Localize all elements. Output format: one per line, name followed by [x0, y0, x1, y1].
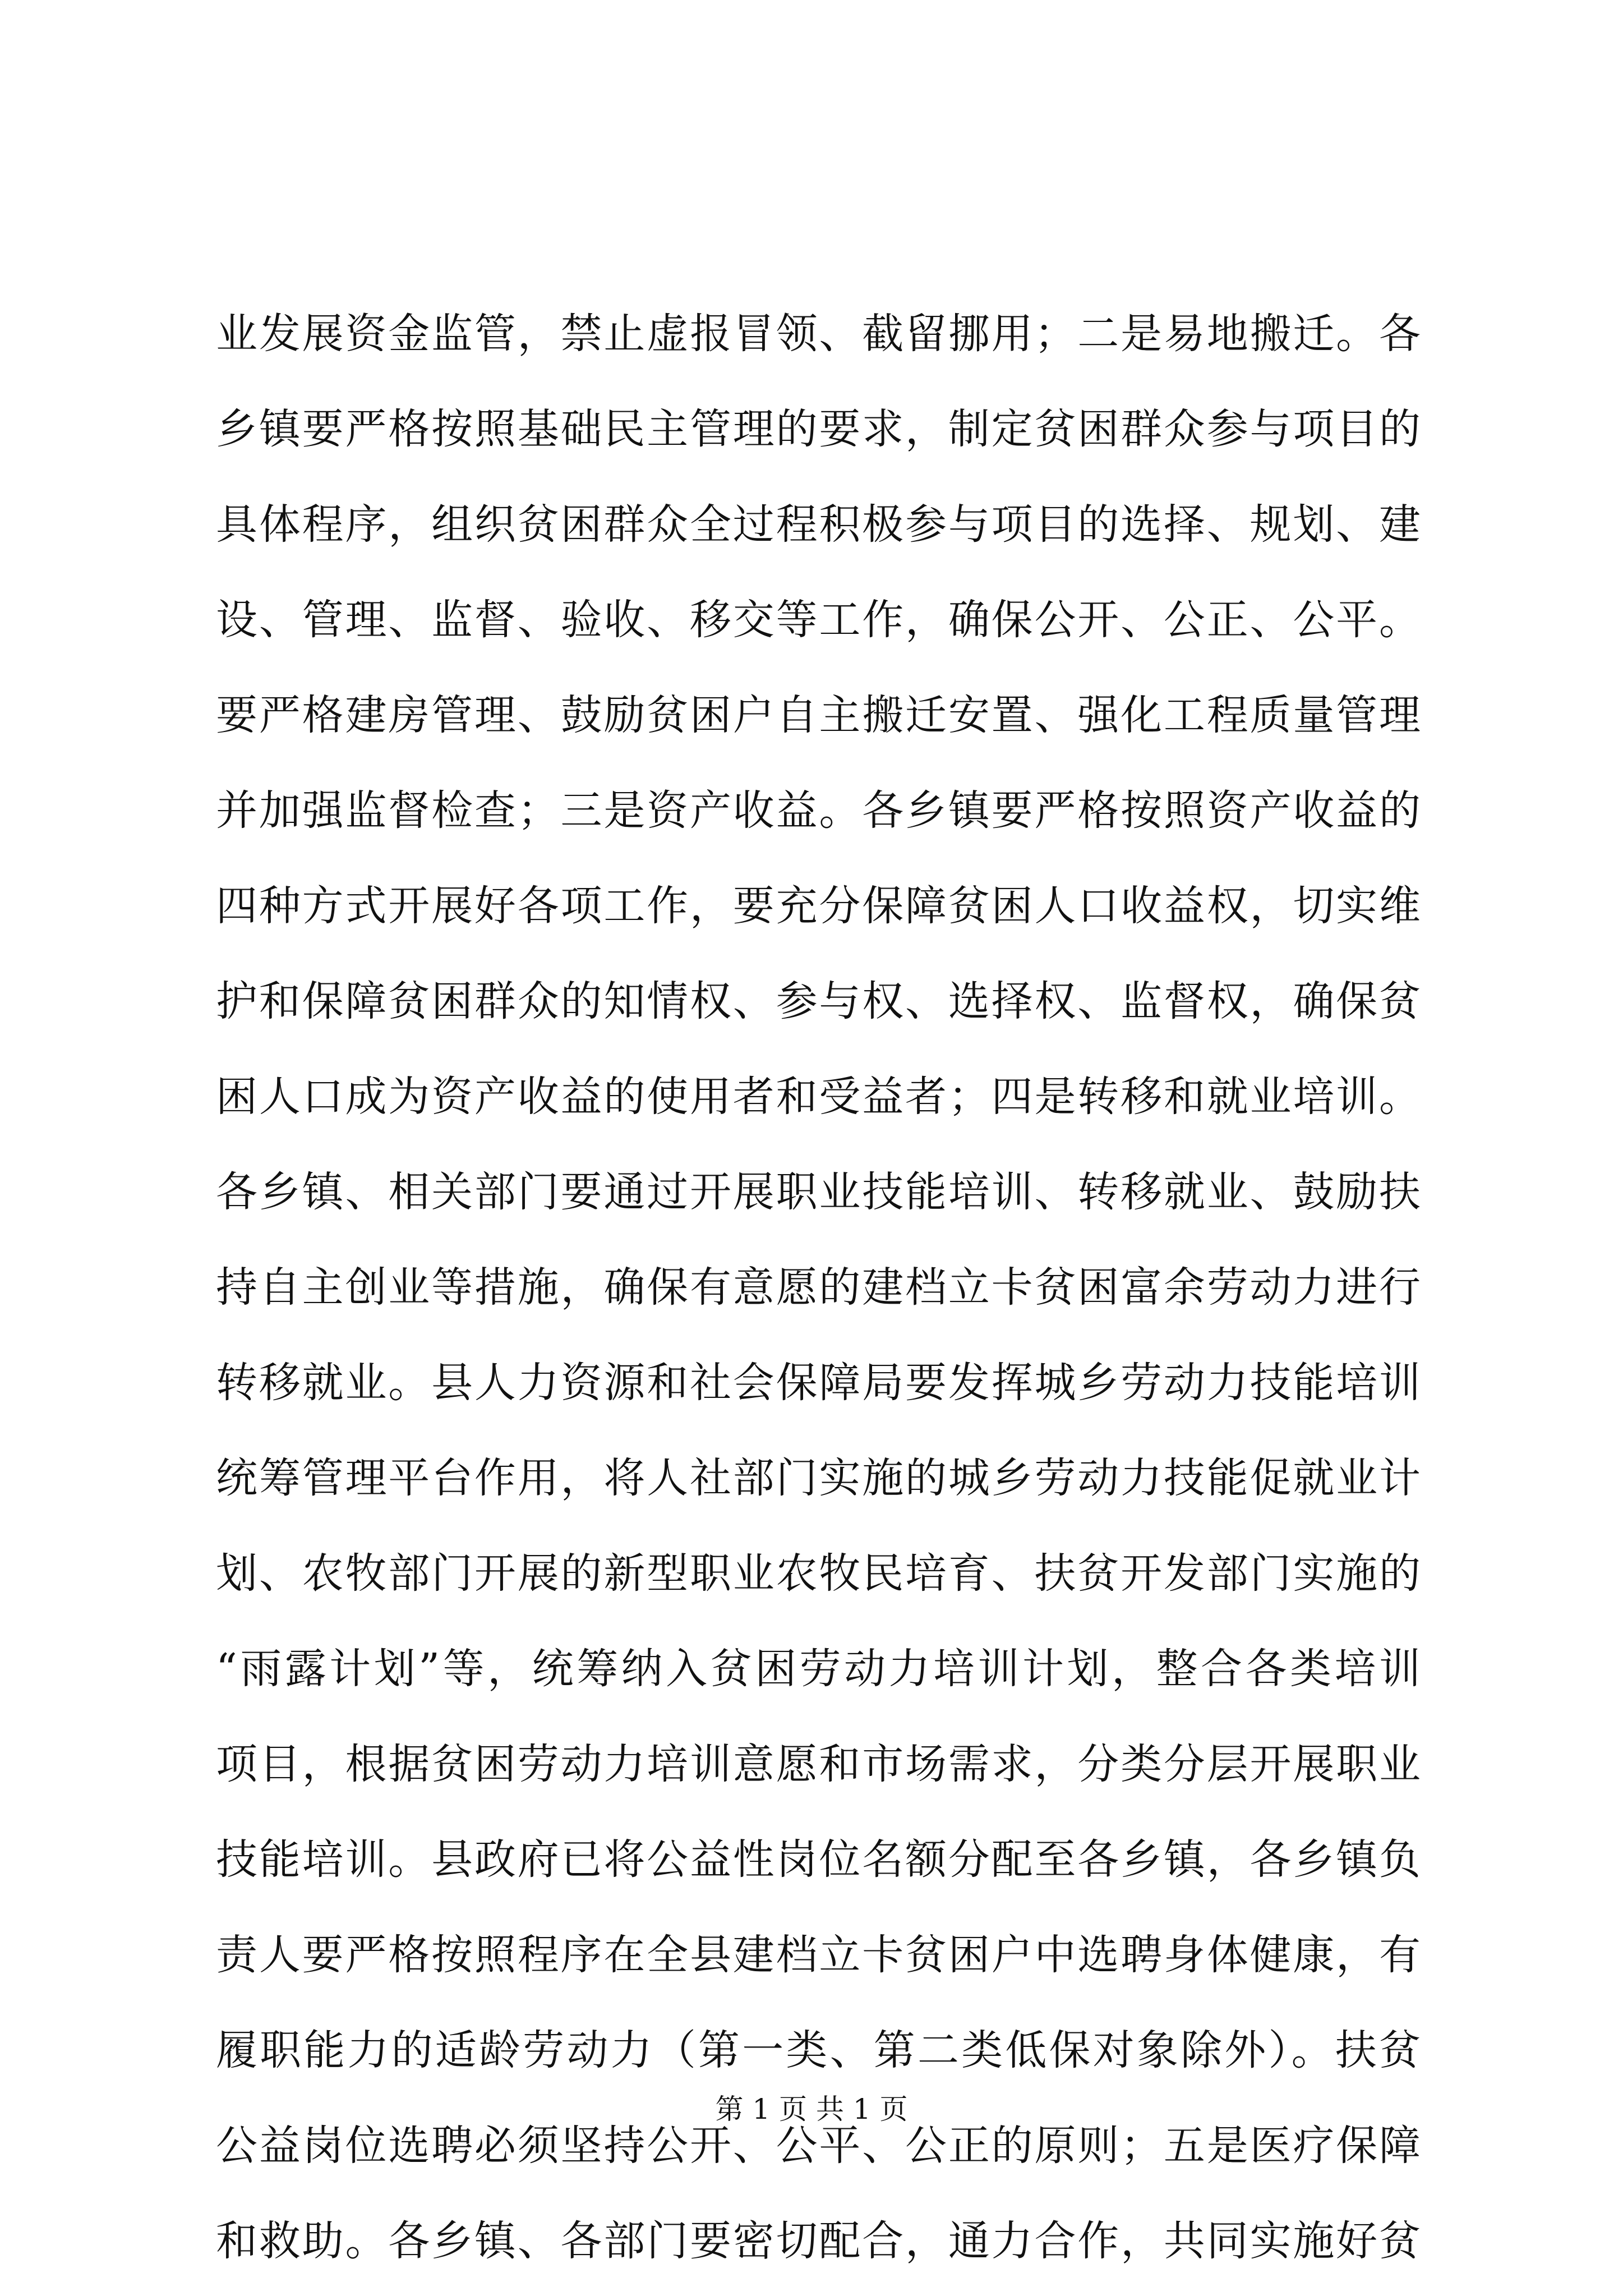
text-line: 项目，根据贫困劳动力培训意愿和市场需求，分类分层开展职业: [216, 1740, 1422, 1788]
text-line: 并加强监督检查；三是资产收益。各乡镇要严格按照资产收益的: [216, 786, 1422, 835]
text-line: 困人口成为资产收益的使用者和受益者；四是转移和就业培训。: [216, 1073, 1422, 1121]
text-line: 业发展资金监管，禁止虚报冒领、截留挪用；二是易地搬迁。各: [216, 310, 1422, 358]
text-line: 护和保障贫困群众的知情权、参与权、选择权、监督权，确保贫: [216, 977, 1422, 1025]
text-line: 技能培训。县政府已将公益性岗位名额分配至各乡镇，各乡镇负: [216, 1835, 1422, 1884]
text-line: 转移就业。县人力资源和社会保障局要发挥城乡劳动力技能培训: [216, 1359, 1422, 1407]
text-line: 设、管理、监督、验收、移交等工作，确保公开、公正、公平。: [216, 596, 1422, 644]
text-line: 责人要严格按照程序在全县建档立卡贫困户中选聘身体健康，有: [216, 1931, 1422, 1979]
body-text: [216, 286, 1422, 2289]
text-line: 各乡镇、相关部门要通过开展职业技能培训、转移就业、鼓励扶: [216, 1168, 1422, 1216]
text-line: 统筹管理平台作用，将人社部门实施的城乡劳动力技能促就业计: [216, 1454, 1422, 1502]
text-line: 和救助。各乡镇、各部门要密切配合，通力合作，共同实施好贫: [216, 2217, 1422, 2265]
text-line: “雨露计划”等，统筹纳入贫困劳动力培训计划，整合各类培训: [216, 1645, 1422, 1693]
text-line: 要严格建房管理、鼓励贫困户自主搬迁安置、强化工程质量管理: [216, 691, 1422, 739]
text-line: 四种方式开展好各项工作，要充分保障贫困人口收益权，切实维: [216, 882, 1422, 930]
page-footer: 第 1 页 共 1 页: [715, 2093, 908, 2125]
text-line: 具体程序，组织贫困群众全过程积极参与项目的选择、规划、建: [216, 500, 1422, 549]
text-line: 持自主创业等措施，确保有意愿的建档立卡贫困富余劳动力进行: [216, 1263, 1422, 1312]
text-line: 划、农牧部门开展的新型职业农牧民培育、扶贫开发部门实施的: [216, 1549, 1422, 1598]
text-line: 履职能力的适龄劳动力（第一类、第二类低保对象除外）。扶贫: [216, 2026, 1422, 2074]
text-line: 公益岗位选聘必须坚持公开、公平、公正的原则；五是医疗保障: [216, 2122, 1422, 2170]
text-line: 乡镇要严格按照基础民主管理的要求，制定贫困群众参与项目的: [216, 405, 1422, 453]
